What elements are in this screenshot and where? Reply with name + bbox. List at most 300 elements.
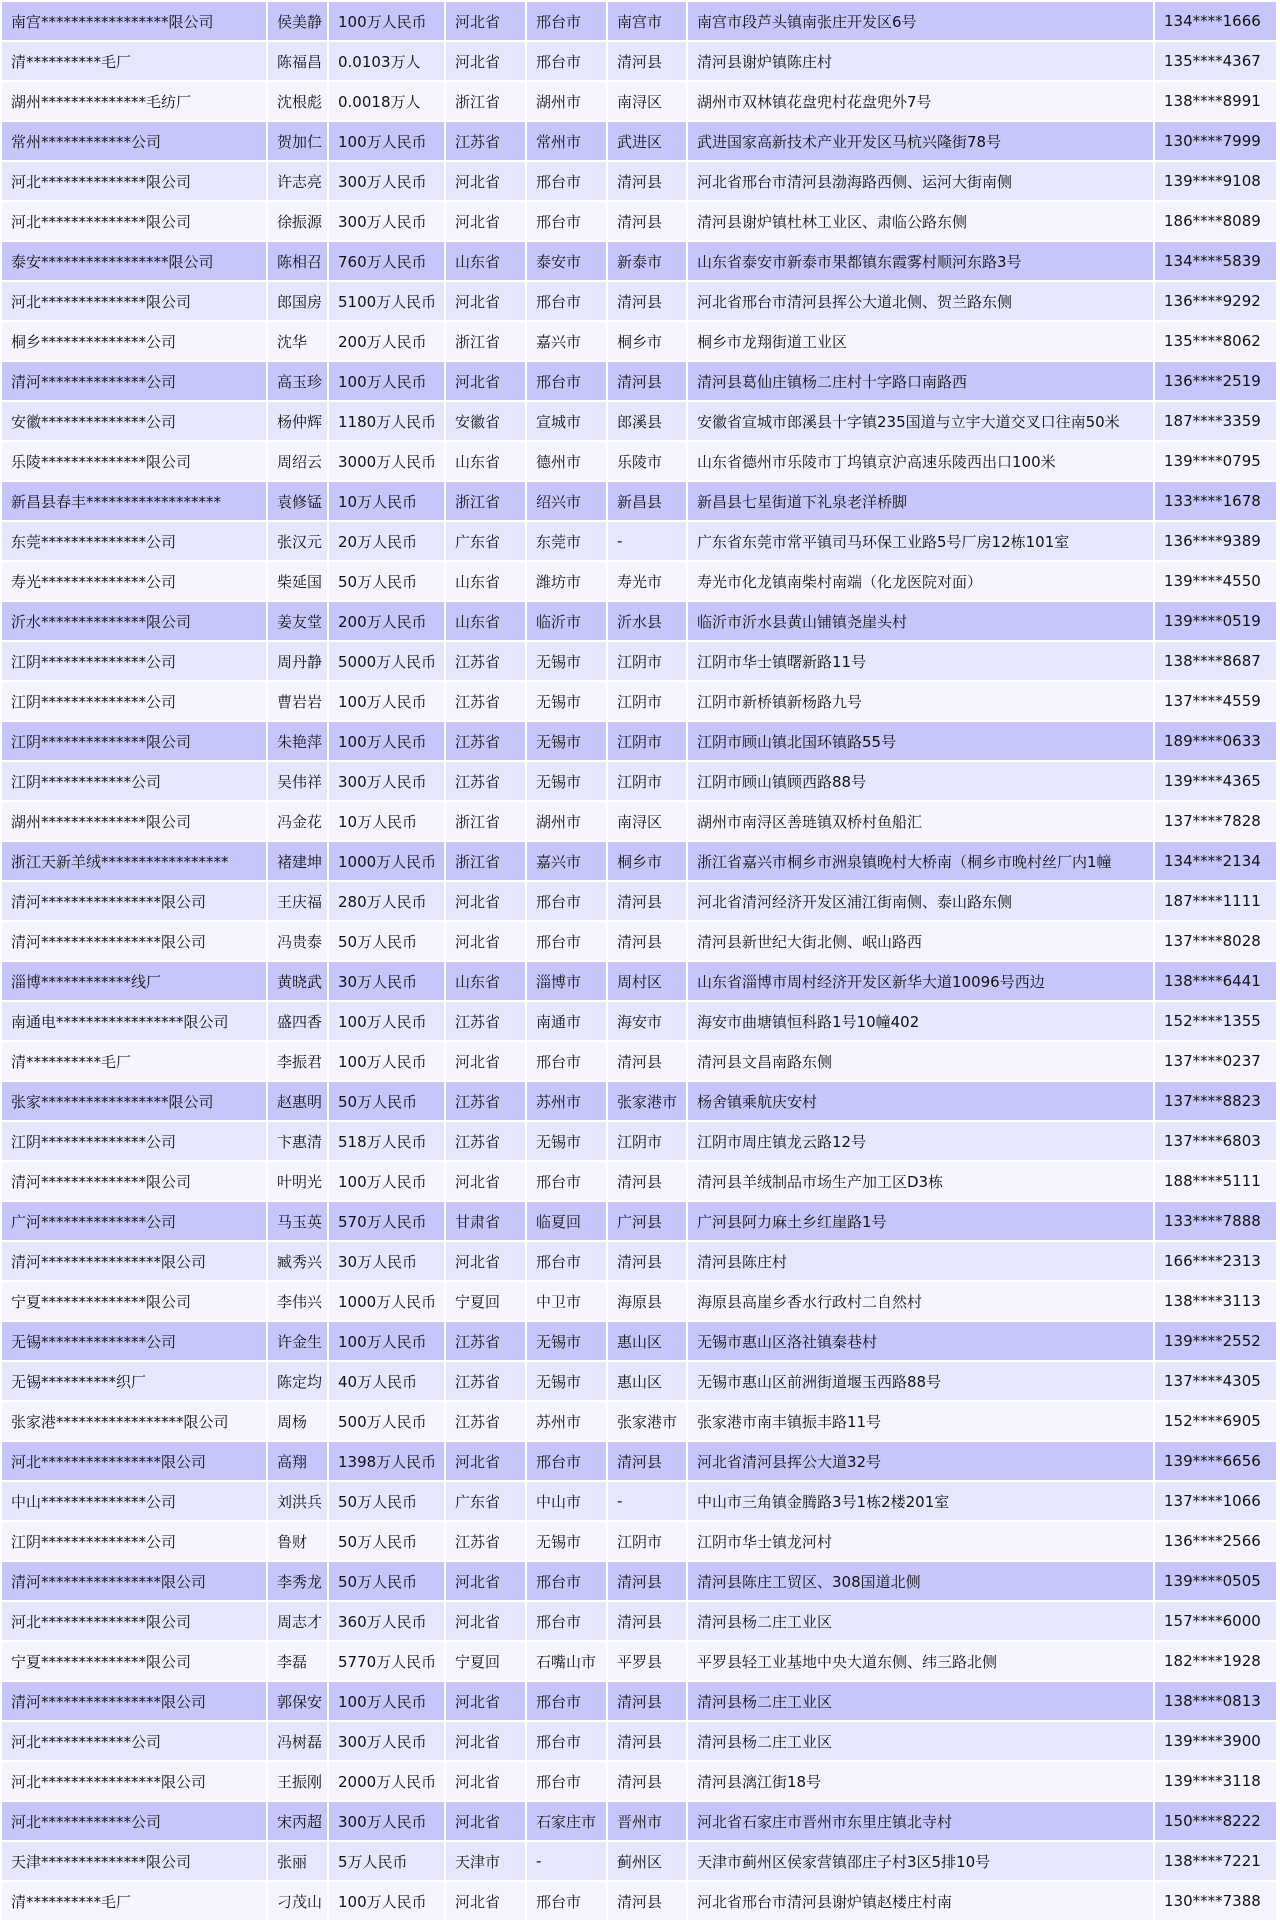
district-cell: 广河县 xyxy=(607,1201,687,1241)
province-cell: 河北省 xyxy=(445,1881,526,1921)
registered-capital-cell: 40万人民币 xyxy=(328,1361,445,1401)
company-name-cell: 清河****************限公司 xyxy=(1,921,267,961)
registered-capital-cell: 5100万人民币 xyxy=(328,281,445,321)
legal-rep-cell: 李磊 xyxy=(267,1641,328,1681)
table-row xyxy=(1,481,1277,521)
table-row xyxy=(1,1881,1277,1921)
address-cell: 山东省淄博市周村经济开发区新华大道10096号西边 xyxy=(687,961,1154,1001)
district-cell: 江阴市 xyxy=(607,761,687,801)
district-cell: 清河县 xyxy=(607,201,687,241)
legal-rep-cell: 陈定均 xyxy=(267,1361,328,1401)
city-cell: 石嘴山市 xyxy=(526,1641,607,1681)
district-cell: 清河县 xyxy=(607,281,687,321)
registered-capital-cell: 30万人民币 xyxy=(328,961,445,1001)
registered-capital-cell: 100万人民币 xyxy=(328,681,445,721)
company-name-cell: 无锡**********织厂 xyxy=(1,1361,267,1401)
address-cell: 中山市三角镇金腾路3号1栋2楼201室 xyxy=(687,1481,1154,1521)
address-cell: 清河县谢炉镇杜林工业区、肃临公路东侧 xyxy=(687,201,1154,241)
legal-rep-cell: 袁修锰 xyxy=(267,481,328,521)
district-cell: 周村区 xyxy=(607,961,687,1001)
legal-rep-cell: 贺加仁 xyxy=(267,121,328,161)
province-cell: 河北省 xyxy=(445,1801,526,1841)
company-name-cell: 安徽**************公司 xyxy=(1,401,267,441)
phone-cell: 157****6000 xyxy=(1154,1601,1277,1641)
district-cell: 江阴市 xyxy=(607,721,687,761)
legal-rep-cell: 周志才 xyxy=(267,1601,328,1641)
company-name-cell: 江阴**************公司 xyxy=(1,1521,267,1561)
province-cell: 河北省 xyxy=(445,1601,526,1641)
table-row xyxy=(1,1001,1277,1041)
company-name-cell: 南通电*****************限公司 xyxy=(1,1001,267,1041)
address-cell: 江阴市顾山镇顾西路88号 xyxy=(687,761,1154,801)
city-cell: 无锡市 xyxy=(526,1121,607,1161)
registered-capital-cell: 30万人民币 xyxy=(328,1241,445,1281)
district-cell: 清河县 xyxy=(607,881,687,921)
legal-rep-cell: 高玉珍 xyxy=(267,361,328,401)
province-cell: 河北省 xyxy=(445,1,526,41)
registered-capital-cell: 100万人民币 xyxy=(328,1,445,41)
address-cell: 河北省清河县挥公大道32号 xyxy=(687,1441,1154,1481)
registered-capital-cell: 300万人民币 xyxy=(328,1721,445,1761)
company-name-cell: 乐陵**************限公司 xyxy=(1,441,267,481)
address-cell: 湖州市南浔区善琏镇双桥村鱼船汇 xyxy=(687,801,1154,841)
district-cell: 清河县 xyxy=(607,161,687,201)
province-cell: 浙江省 xyxy=(445,481,526,521)
table-row xyxy=(1,1801,1277,1841)
phone-cell: 138****3113 xyxy=(1154,1281,1277,1321)
address-cell: 山东省德州市乐陵市丁坞镇京沪高速乐陵西出口100米 xyxy=(687,441,1154,481)
company-name-cell: 清河**************公司 xyxy=(1,361,267,401)
province-cell: 河北省 xyxy=(445,1721,526,1761)
legal-rep-cell: 张丽 xyxy=(267,1841,328,1881)
table-row xyxy=(1,1601,1277,1641)
legal-rep-cell: 徐振源 xyxy=(267,201,328,241)
table-row xyxy=(1,201,1277,241)
address-cell: 湖州市双林镇花盘兜村花盘兜外7号 xyxy=(687,81,1154,121)
registered-capital-cell: 200万人民币 xyxy=(328,601,445,641)
legal-rep-cell: 曹岩岩 xyxy=(267,681,328,721)
address-cell: 清河县陈庄工贸区、308国道北侧 xyxy=(687,1561,1154,1601)
phone-cell: 139****9108 xyxy=(1154,161,1277,201)
province-cell: 山东省 xyxy=(445,561,526,601)
phone-cell: 187****3359 xyxy=(1154,401,1277,441)
address-cell: 清河县杨二庄工业区 xyxy=(687,1721,1154,1761)
province-cell: 河北省 xyxy=(445,161,526,201)
district-cell: 新昌县 xyxy=(607,481,687,521)
registered-capital-cell: 5770万人民币 xyxy=(328,1641,445,1681)
city-cell: 邢台市 xyxy=(526,1721,607,1761)
phone-cell: 188****5111 xyxy=(1154,1161,1277,1201)
province-cell: 江苏省 xyxy=(445,721,526,761)
registered-capital-cell: 0.0103万人 xyxy=(328,41,445,81)
district-cell: 清河县 xyxy=(607,1721,687,1761)
legal-rep-cell: 黄晓武 xyxy=(267,961,328,1001)
table-row xyxy=(1,1361,1277,1401)
city-cell: 绍兴市 xyxy=(526,481,607,521)
legal-rep-cell: 叶明光 xyxy=(267,1161,328,1201)
city-cell: 邢台市 xyxy=(526,161,607,201)
company-name-cell: 河北****************限公司 xyxy=(1,1441,267,1481)
city-cell: 无锡市 xyxy=(526,1521,607,1561)
registered-capital-cell: 100万人民币 xyxy=(328,121,445,161)
phone-cell: 150****8222 xyxy=(1154,1801,1277,1841)
city-cell: 淄博市 xyxy=(526,961,607,1001)
company-name-cell: 浙江天新羊绒***************** xyxy=(1,841,267,881)
city-cell: 宣城市 xyxy=(526,401,607,441)
legal-rep-cell: 许志亮 xyxy=(267,161,328,201)
table-row xyxy=(1,1,1277,41)
phone-cell: 137****6803 xyxy=(1154,1121,1277,1161)
district-cell: 桐乡市 xyxy=(607,841,687,881)
company-name-cell: 河北**************限公司 xyxy=(1,1601,267,1641)
address-cell: 山东省泰安市新泰市果都镇东霞雾村顺河东路3号 xyxy=(687,241,1154,281)
province-cell: 浙江省 xyxy=(445,801,526,841)
phone-cell: 137****4559 xyxy=(1154,681,1277,721)
table-row xyxy=(1,1281,1277,1321)
province-cell: 江苏省 xyxy=(445,681,526,721)
province-cell: 广东省 xyxy=(445,1481,526,1521)
registered-capital-cell: 100万人民币 xyxy=(328,1161,445,1201)
address-cell: 河北省邢台市清河县谢炉镇赵楼庄村南 xyxy=(687,1881,1154,1921)
phone-cell: 139****4365 xyxy=(1154,761,1277,801)
address-cell: 安徽省宣城市郎溪县十字镇235国道与立宇大道交叉口往南50米 xyxy=(687,401,1154,441)
district-cell: 清河县 xyxy=(607,921,687,961)
province-cell: 山东省 xyxy=(445,441,526,481)
address-cell: 河北省邢台市清河县渤海路西侧、运河大街南侧 xyxy=(687,161,1154,201)
city-cell: 邢台市 xyxy=(526,1761,607,1801)
registered-capital-cell: 300万人民币 xyxy=(328,761,445,801)
province-cell: 江苏省 xyxy=(445,1361,526,1401)
registered-capital-cell: 1398万人民币 xyxy=(328,1441,445,1481)
city-cell: 中卫市 xyxy=(526,1281,607,1321)
district-cell: 清河县 xyxy=(607,1681,687,1721)
company-name-cell: 清河****************限公司 xyxy=(1,1241,267,1281)
address-cell: 江阴市华士镇曙新路11号 xyxy=(687,641,1154,681)
phone-cell: 139****0505 xyxy=(1154,1561,1277,1601)
district-cell: - xyxy=(607,1481,687,1521)
company-name-cell: 东莞**************公司 xyxy=(1,521,267,561)
company-name-cell: 淄博************线厂 xyxy=(1,961,267,1001)
legal-rep-cell: 侯美静 xyxy=(267,1,328,41)
address-cell: 天津市蓟州区侯家营镇邵庄子村3区5排10号 xyxy=(687,1841,1154,1881)
province-cell: 江苏省 xyxy=(445,1081,526,1121)
registered-capital-cell: 1180万人民币 xyxy=(328,401,445,441)
registered-capital-cell: 300万人民币 xyxy=(328,1801,445,1841)
city-cell: 无锡市 xyxy=(526,761,607,801)
city-cell: 苏州市 xyxy=(526,1081,607,1121)
company-name-cell: 江阴**************公司 xyxy=(1,641,267,681)
district-cell: 新泰市 xyxy=(607,241,687,281)
registered-capital-cell: 20万人民币 xyxy=(328,521,445,561)
legal-rep-cell: 鲁财 xyxy=(267,1521,328,1561)
company-name-cell: 广河**************公司 xyxy=(1,1201,267,1241)
phone-cell: 139****3118 xyxy=(1154,1761,1277,1801)
legal-rep-cell: 周绍云 xyxy=(267,441,328,481)
phone-cell: 130****7999 xyxy=(1154,121,1277,161)
company-name-cell: 沂水**************限公司 xyxy=(1,601,267,641)
legal-rep-cell: 冯金花 xyxy=(267,801,328,841)
table-row xyxy=(1,1201,1277,1241)
phone-cell: 182****1928 xyxy=(1154,1641,1277,1681)
company-name-cell: 清**********毛厂 xyxy=(1,41,267,81)
address-cell: 新昌县七星街道下礼泉老洋桥脚 xyxy=(687,481,1154,521)
district-cell: 江阴市 xyxy=(607,1121,687,1161)
phone-cell: 136****9389 xyxy=(1154,521,1277,561)
district-cell: - xyxy=(607,521,687,561)
legal-rep-cell: 陈相召 xyxy=(267,241,328,281)
city-cell: 泰安市 xyxy=(526,241,607,281)
address-cell: 桐乡市龙翔街道工业区 xyxy=(687,321,1154,361)
phone-cell: 138****6441 xyxy=(1154,961,1277,1001)
district-cell: 南宫市 xyxy=(607,1,687,41)
table-row xyxy=(1,1681,1277,1721)
city-cell: 德州市 xyxy=(526,441,607,481)
company-name-cell: 清**********毛厂 xyxy=(1,1041,267,1081)
table-row xyxy=(1,1761,1277,1801)
district-cell: 清河县 xyxy=(607,1241,687,1281)
legal-rep-cell: 周杨 xyxy=(267,1401,328,1441)
table-row xyxy=(1,561,1277,601)
phone-cell: 152****6905 xyxy=(1154,1401,1277,1441)
address-cell: 海安市曲塘镇恒科路1号10幢402 xyxy=(687,1001,1154,1041)
legal-rep-cell: 姜友堂 xyxy=(267,601,328,641)
company-name-cell: 南宫*****************限公司 xyxy=(1,1,267,41)
province-cell: 宁夏回 xyxy=(445,1641,526,1681)
city-cell: 邢台市 xyxy=(526,201,607,241)
district-cell: 沂水县 xyxy=(607,601,687,641)
city-cell: 邢台市 xyxy=(526,1441,607,1481)
table-row xyxy=(1,521,1277,561)
registered-capital-cell: 500万人民币 xyxy=(328,1401,445,1441)
company-name-cell: 天津**************限公司 xyxy=(1,1841,267,1881)
district-cell: 海原县 xyxy=(607,1281,687,1321)
phone-cell: 130****7388 xyxy=(1154,1881,1277,1921)
registered-capital-cell: 3000万人民币 xyxy=(328,441,445,481)
district-cell: 清河县 xyxy=(607,41,687,81)
company-name-cell: 新昌县春丰****************** xyxy=(1,481,267,521)
district-cell: 清河县 xyxy=(607,1161,687,1201)
district-cell: 江阴市 xyxy=(607,1521,687,1561)
registered-capital-cell: 50万人民币 xyxy=(328,561,445,601)
address-cell: 清河县文昌南路东侧 xyxy=(687,1041,1154,1081)
province-cell: 浙江省 xyxy=(445,321,526,361)
province-cell: 河北省 xyxy=(445,1441,526,1481)
district-cell: 清河县 xyxy=(607,1561,687,1601)
address-cell: 清河县漓江街18号 xyxy=(687,1761,1154,1801)
legal-rep-cell: 郎国房 xyxy=(267,281,328,321)
city-cell: 湖州市 xyxy=(526,801,607,841)
phone-cell: 139****0795 xyxy=(1154,441,1277,481)
province-cell: 浙江省 xyxy=(445,81,526,121)
registered-capital-cell: 300万人民币 xyxy=(328,161,445,201)
city-cell: 邢台市 xyxy=(526,361,607,401)
table-row xyxy=(1,881,1277,921)
province-cell: 河北省 xyxy=(445,881,526,921)
district-cell: 张家港市 xyxy=(607,1081,687,1121)
phone-cell: 187****1111 xyxy=(1154,881,1277,921)
company-name-cell: 江阴**************公司 xyxy=(1,681,267,721)
phone-cell: 138****0813 xyxy=(1154,1681,1277,1721)
address-cell: 浙江省嘉兴市桐乡市洲泉镇晚村大桥南（桐乡市晚村丝厂内1幢 xyxy=(687,841,1154,881)
district-cell: 桐乡市 xyxy=(607,321,687,361)
registered-capital-cell: 760万人民币 xyxy=(328,241,445,281)
address-cell: 武进国家高新技术产业开发区马杭兴隆街78号 xyxy=(687,121,1154,161)
address-cell: 南宫市段芦头镇南张庄开发区6号 xyxy=(687,1,1154,41)
address-cell: 张家港市南丰镇振丰路11号 xyxy=(687,1401,1154,1441)
district-cell: 晋州市 xyxy=(607,1801,687,1841)
phone-cell: 137****4305 xyxy=(1154,1361,1277,1401)
address-cell: 河北省清河经济开发区浦江街南侧、泰山路东侧 xyxy=(687,881,1154,921)
province-cell: 江苏省 xyxy=(445,641,526,681)
phone-cell: 137****8028 xyxy=(1154,921,1277,961)
district-cell: 清河县 xyxy=(607,361,687,401)
province-cell: 浙江省 xyxy=(445,841,526,881)
phone-cell: 137****1066 xyxy=(1154,1481,1277,1521)
phone-cell: 139****4550 xyxy=(1154,561,1277,601)
phone-cell: 133****7888 xyxy=(1154,1201,1277,1241)
company-name-cell: 无锡**************公司 xyxy=(1,1321,267,1361)
registered-capital-cell: 100万人民币 xyxy=(328,1041,445,1081)
address-cell: 海原县高崖乡香水行政村二自然村 xyxy=(687,1281,1154,1321)
phone-cell: 135****4367 xyxy=(1154,41,1277,81)
address-cell: 广东省东莞市常平镇司马环保工业路5号厂房12栋101室 xyxy=(687,521,1154,561)
registered-capital-cell: 100万人民币 xyxy=(328,1681,445,1721)
phone-cell: 138****8991 xyxy=(1154,81,1277,121)
phone-cell: 139****6656 xyxy=(1154,1441,1277,1481)
province-cell: 河北省 xyxy=(445,921,526,961)
city-cell: 无锡市 xyxy=(526,681,607,721)
table-row xyxy=(1,41,1277,81)
phone-cell: 189****0633 xyxy=(1154,721,1277,761)
company-name-cell: 河北************公司 xyxy=(1,1721,267,1761)
province-cell: 江苏省 xyxy=(445,1321,526,1361)
legal-rep-cell: 褚建坤 xyxy=(267,841,328,881)
city-cell: 临沂市 xyxy=(526,601,607,641)
legal-rep-cell: 杨仲辉 xyxy=(267,401,328,441)
province-cell: 河北省 xyxy=(445,1161,526,1201)
registered-capital-cell: 10万人民币 xyxy=(328,481,445,521)
city-cell: 东莞市 xyxy=(526,521,607,561)
table-row xyxy=(1,1121,1277,1161)
address-cell: 河北省邢台市清河县挥公大道北侧、贺兰路东侧 xyxy=(687,281,1154,321)
province-cell: 河北省 xyxy=(445,361,526,401)
district-cell: 清河县 xyxy=(607,1881,687,1921)
city-cell: 邢台市 xyxy=(526,1161,607,1201)
registered-capital-cell: 280万人民币 xyxy=(328,881,445,921)
company-name-cell: 宁夏**************限公司 xyxy=(1,1641,267,1681)
table-row xyxy=(1,1561,1277,1601)
phone-cell: 136****9292 xyxy=(1154,281,1277,321)
city-cell: 邢台市 xyxy=(526,1,607,41)
province-cell: 河北省 xyxy=(445,1561,526,1601)
address-cell: 清河县杨二庄工业区 xyxy=(687,1681,1154,1721)
district-cell: 武进区 xyxy=(607,121,687,161)
address-cell: 清河县葛仙庄镇杨二庄村十字路口南路西 xyxy=(687,361,1154,401)
legal-rep-cell: 盛四香 xyxy=(267,1001,328,1041)
registered-capital-cell: 50万人民币 xyxy=(328,1561,445,1601)
address-cell: 广河县阿力麻土乡红崖路1号 xyxy=(687,1201,1154,1241)
city-cell: 中山市 xyxy=(526,1481,607,1521)
legal-rep-cell: 沈根彪 xyxy=(267,81,328,121)
legal-rep-cell: 周丹静 xyxy=(267,641,328,681)
table-row xyxy=(1,601,1277,641)
phone-cell: 138****8687 xyxy=(1154,641,1277,681)
province-cell: 江苏省 xyxy=(445,1521,526,1561)
registered-capital-cell: 50万人民币 xyxy=(328,921,445,961)
registered-capital-cell: 100万人民币 xyxy=(328,361,445,401)
province-cell: 天津市 xyxy=(445,1841,526,1881)
phone-cell: 137****8823 xyxy=(1154,1081,1277,1121)
company-name-cell: 中山**************公司 xyxy=(1,1481,267,1521)
province-cell: 甘肃省 xyxy=(445,1201,526,1241)
province-cell: 河北省 xyxy=(445,1241,526,1281)
registered-capital-cell: 518万人民币 xyxy=(328,1121,445,1161)
registered-capital-cell: 10万人民币 xyxy=(328,801,445,841)
legal-rep-cell: 陈福昌 xyxy=(267,41,328,81)
legal-rep-cell: 高翔 xyxy=(267,1441,328,1481)
table-row xyxy=(1,1401,1277,1441)
company-name-cell: 清**********毛厂 xyxy=(1,1881,267,1921)
city-cell: 无锡市 xyxy=(526,1361,607,1401)
address-cell: 江阴市新桥镇新杨路九号 xyxy=(687,681,1154,721)
table-row xyxy=(1,721,1277,761)
city-cell: 邢台市 xyxy=(526,281,607,321)
district-cell: 乐陵市 xyxy=(607,441,687,481)
company-name-cell: 寿光**************公司 xyxy=(1,561,267,601)
company-name-cell: 张家港*****************限公司 xyxy=(1,1401,267,1441)
table-row xyxy=(1,1521,1277,1561)
table-row xyxy=(1,361,1277,401)
company-name-cell: 江阴**************公司 xyxy=(1,1121,267,1161)
address-cell: 无锡市惠山区洛社镇秦巷村 xyxy=(687,1321,1154,1361)
phone-cell: 137****0237 xyxy=(1154,1041,1277,1081)
legal-rep-cell: 宋丙超 xyxy=(267,1801,328,1841)
address-cell: 清河县谢炉镇陈庄村 xyxy=(687,41,1154,81)
address-cell: 无锡市惠山区前洲街道堰玉西路88号 xyxy=(687,1361,1154,1401)
district-cell: 清河县 xyxy=(607,1601,687,1641)
legal-rep-cell: 郭保安 xyxy=(267,1681,328,1721)
legal-rep-cell: 马玉英 xyxy=(267,1201,328,1241)
phone-cell: 135****8062 xyxy=(1154,321,1277,361)
registered-capital-cell: 100万人民币 xyxy=(328,1321,445,1361)
city-cell: 邢台市 xyxy=(526,1561,607,1601)
company-name-cell: 江阴**************限公司 xyxy=(1,721,267,761)
city-cell: 无锡市 xyxy=(526,1321,607,1361)
table-row xyxy=(1,81,1277,121)
address-cell: 临沂市沂水县黄山铺镇尧崖头村 xyxy=(687,601,1154,641)
province-cell: 江苏省 xyxy=(445,1121,526,1161)
registered-capital-cell: 50万人民币 xyxy=(328,1481,445,1521)
legal-rep-cell: 王振刚 xyxy=(267,1761,328,1801)
table-row xyxy=(1,401,1277,441)
district-cell: 惠山区 xyxy=(607,1361,687,1401)
company-name-cell: 河北************公司 xyxy=(1,1801,267,1841)
legal-rep-cell: 李伟兴 xyxy=(267,1281,328,1321)
district-cell: 清河县 xyxy=(607,1041,687,1081)
phone-cell: 139****3900 xyxy=(1154,1721,1277,1761)
city-cell: - xyxy=(526,1841,607,1881)
province-cell: 河北省 xyxy=(445,281,526,321)
province-cell: 河北省 xyxy=(445,1681,526,1721)
table-row xyxy=(1,1161,1277,1201)
city-cell: 邢台市 xyxy=(526,1601,607,1641)
registered-capital-cell: 1000万人民币 xyxy=(328,1281,445,1321)
phone-cell: 134****2134 xyxy=(1154,841,1277,881)
city-cell: 邢台市 xyxy=(526,1041,607,1081)
phone-cell: 134****1666 xyxy=(1154,1,1277,41)
city-cell: 石家庄市 xyxy=(526,1801,607,1841)
company-name-cell: 河北**************限公司 xyxy=(1,201,267,241)
